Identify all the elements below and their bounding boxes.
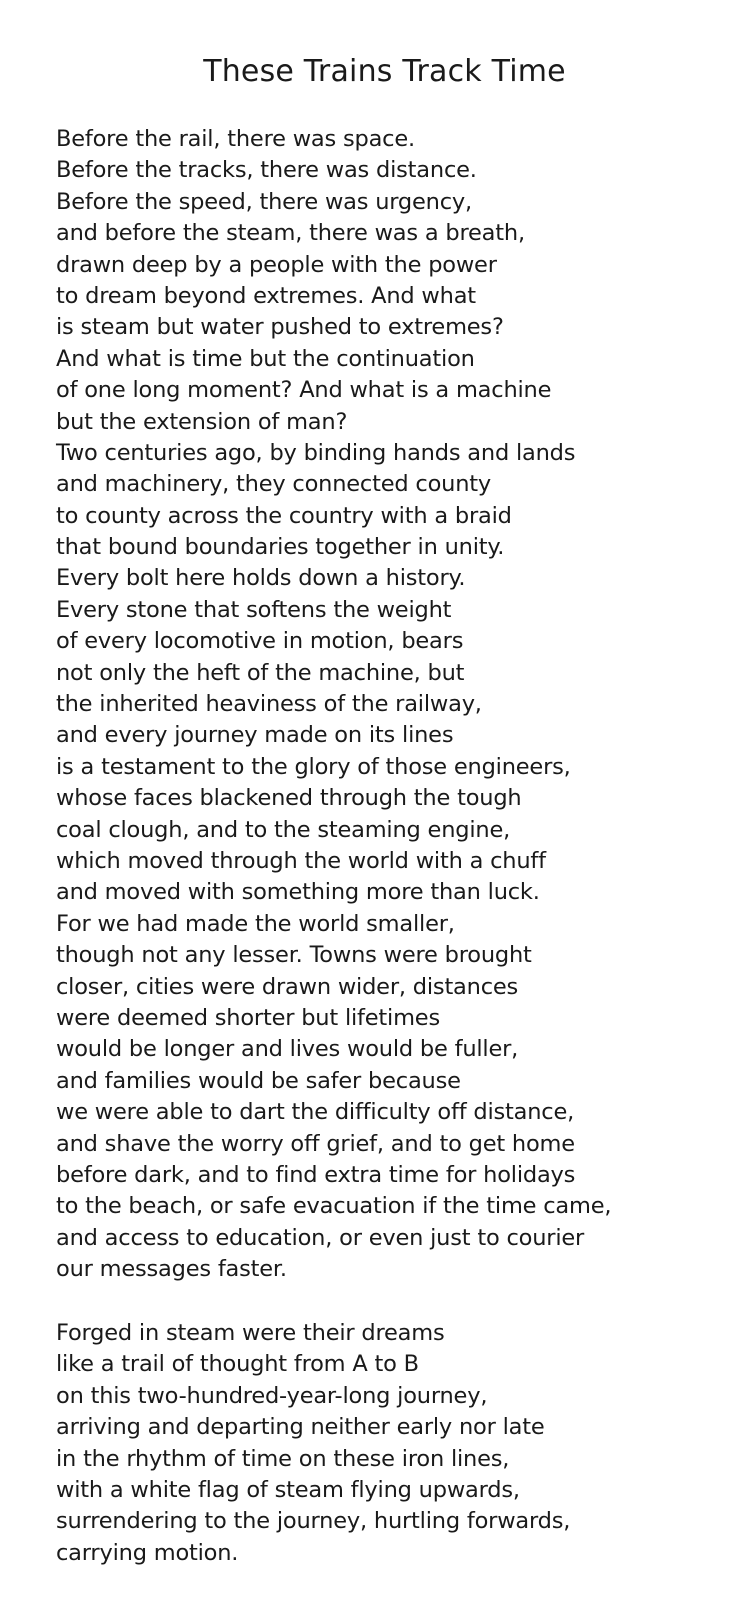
poem-line: like a trail of thought from A to B [56,1351,419,1378]
stanza-2 [56,1318,570,1569]
poem-line: Every bolt here holds down a history. [56,565,466,592]
poem-line: to the beach, or safe evacuation if the time came, [56,1193,612,1220]
poem-line: Before the rail, there was space. [56,126,415,152]
poem-line: we were able to dart the difficulty off distance, [56,1099,575,1126]
poem-line: though not any lesser. Towns were brought [56,942,532,969]
poem-line: Every stone that softens the weight [56,596,452,623]
poem-line: is steam but water pushed to extremes? [56,314,504,341]
poem-line: surrendering to the journey, hurtling forwards, [56,1508,571,1535]
poem-line: is a testament to the glory of those engineers, [56,753,571,780]
poem-line: Two centuries ago, by binding hands and lands [56,439,576,466]
stanza-1 [56,124,611,1285]
poem-line: before dark, and to find extra time for holidays [56,1161,576,1188]
poem-line: and machinery, they connected county [56,471,491,498]
poem-line: and shave the worry off grief, and to get home [56,1130,575,1157]
poem-line: on this two-hundred-year-long journey, [56,1382,488,1409]
poem-line: and access to education, or even just to courier [56,1224,585,1251]
poem-line: Forged in steam were their dreams [56,1320,445,1346]
poem-line: but the extension of man? [56,408,348,435]
poem-line: would be longer and lives would be fuller, [56,1036,519,1063]
poem-line: which moved through the world with a chuff [56,847,546,874]
poem-line: And what is time but the continuation [56,345,475,372]
poem-line: and before the steam, there was a breath, [56,220,525,247]
poem-line: and families would be safer because [56,1067,461,1094]
poem-line: carrying motion. [56,1539,239,1566]
poem-line: Before the speed, there was urgency, [56,188,472,215]
poem-line: not only the heft of the machine, but [56,659,465,686]
poem-line: our messages faster. [56,1256,287,1283]
poem-line: of one long moment? And what is a machine [56,377,552,404]
poem-line: were deemed shorter but lifetimes [56,1004,440,1031]
poem-line: and every journey made on its lines [56,722,454,749]
poem-line: drawn deep by a people with the power [56,251,497,278]
poem-line: closer, cities were drawn wider, distances [56,973,519,1000]
poem-line: For we had made the world smaller, [56,910,455,937]
poem-line: with a white flag of steam flying upwards, [56,1476,520,1503]
poem-line: coal clough, and to the steaming engine, [56,816,511,843]
poem-line: of every locomotive in motion, bears [56,628,464,655]
poem-line: in the rhythm of time on these iron lines, [56,1445,510,1472]
poem-line: arriving and departing neither early nor late [56,1414,545,1441]
poem-line: and moved with something more than luck. [56,879,540,906]
poem-title: These Trains Track Time [203,54,566,89]
poem-line: to county across the country with a braid [56,502,512,529]
poem-line: that bound boundaries together in unity. [56,534,505,561]
poem-line: whose faces blackened through the tough [56,785,522,812]
poem-line: Before the tracks, there was distance. [56,157,477,184]
poem-line: the inherited heaviness of the railway, [56,691,482,718]
poem-line: to dream beyond extremes. And what [56,282,476,309]
